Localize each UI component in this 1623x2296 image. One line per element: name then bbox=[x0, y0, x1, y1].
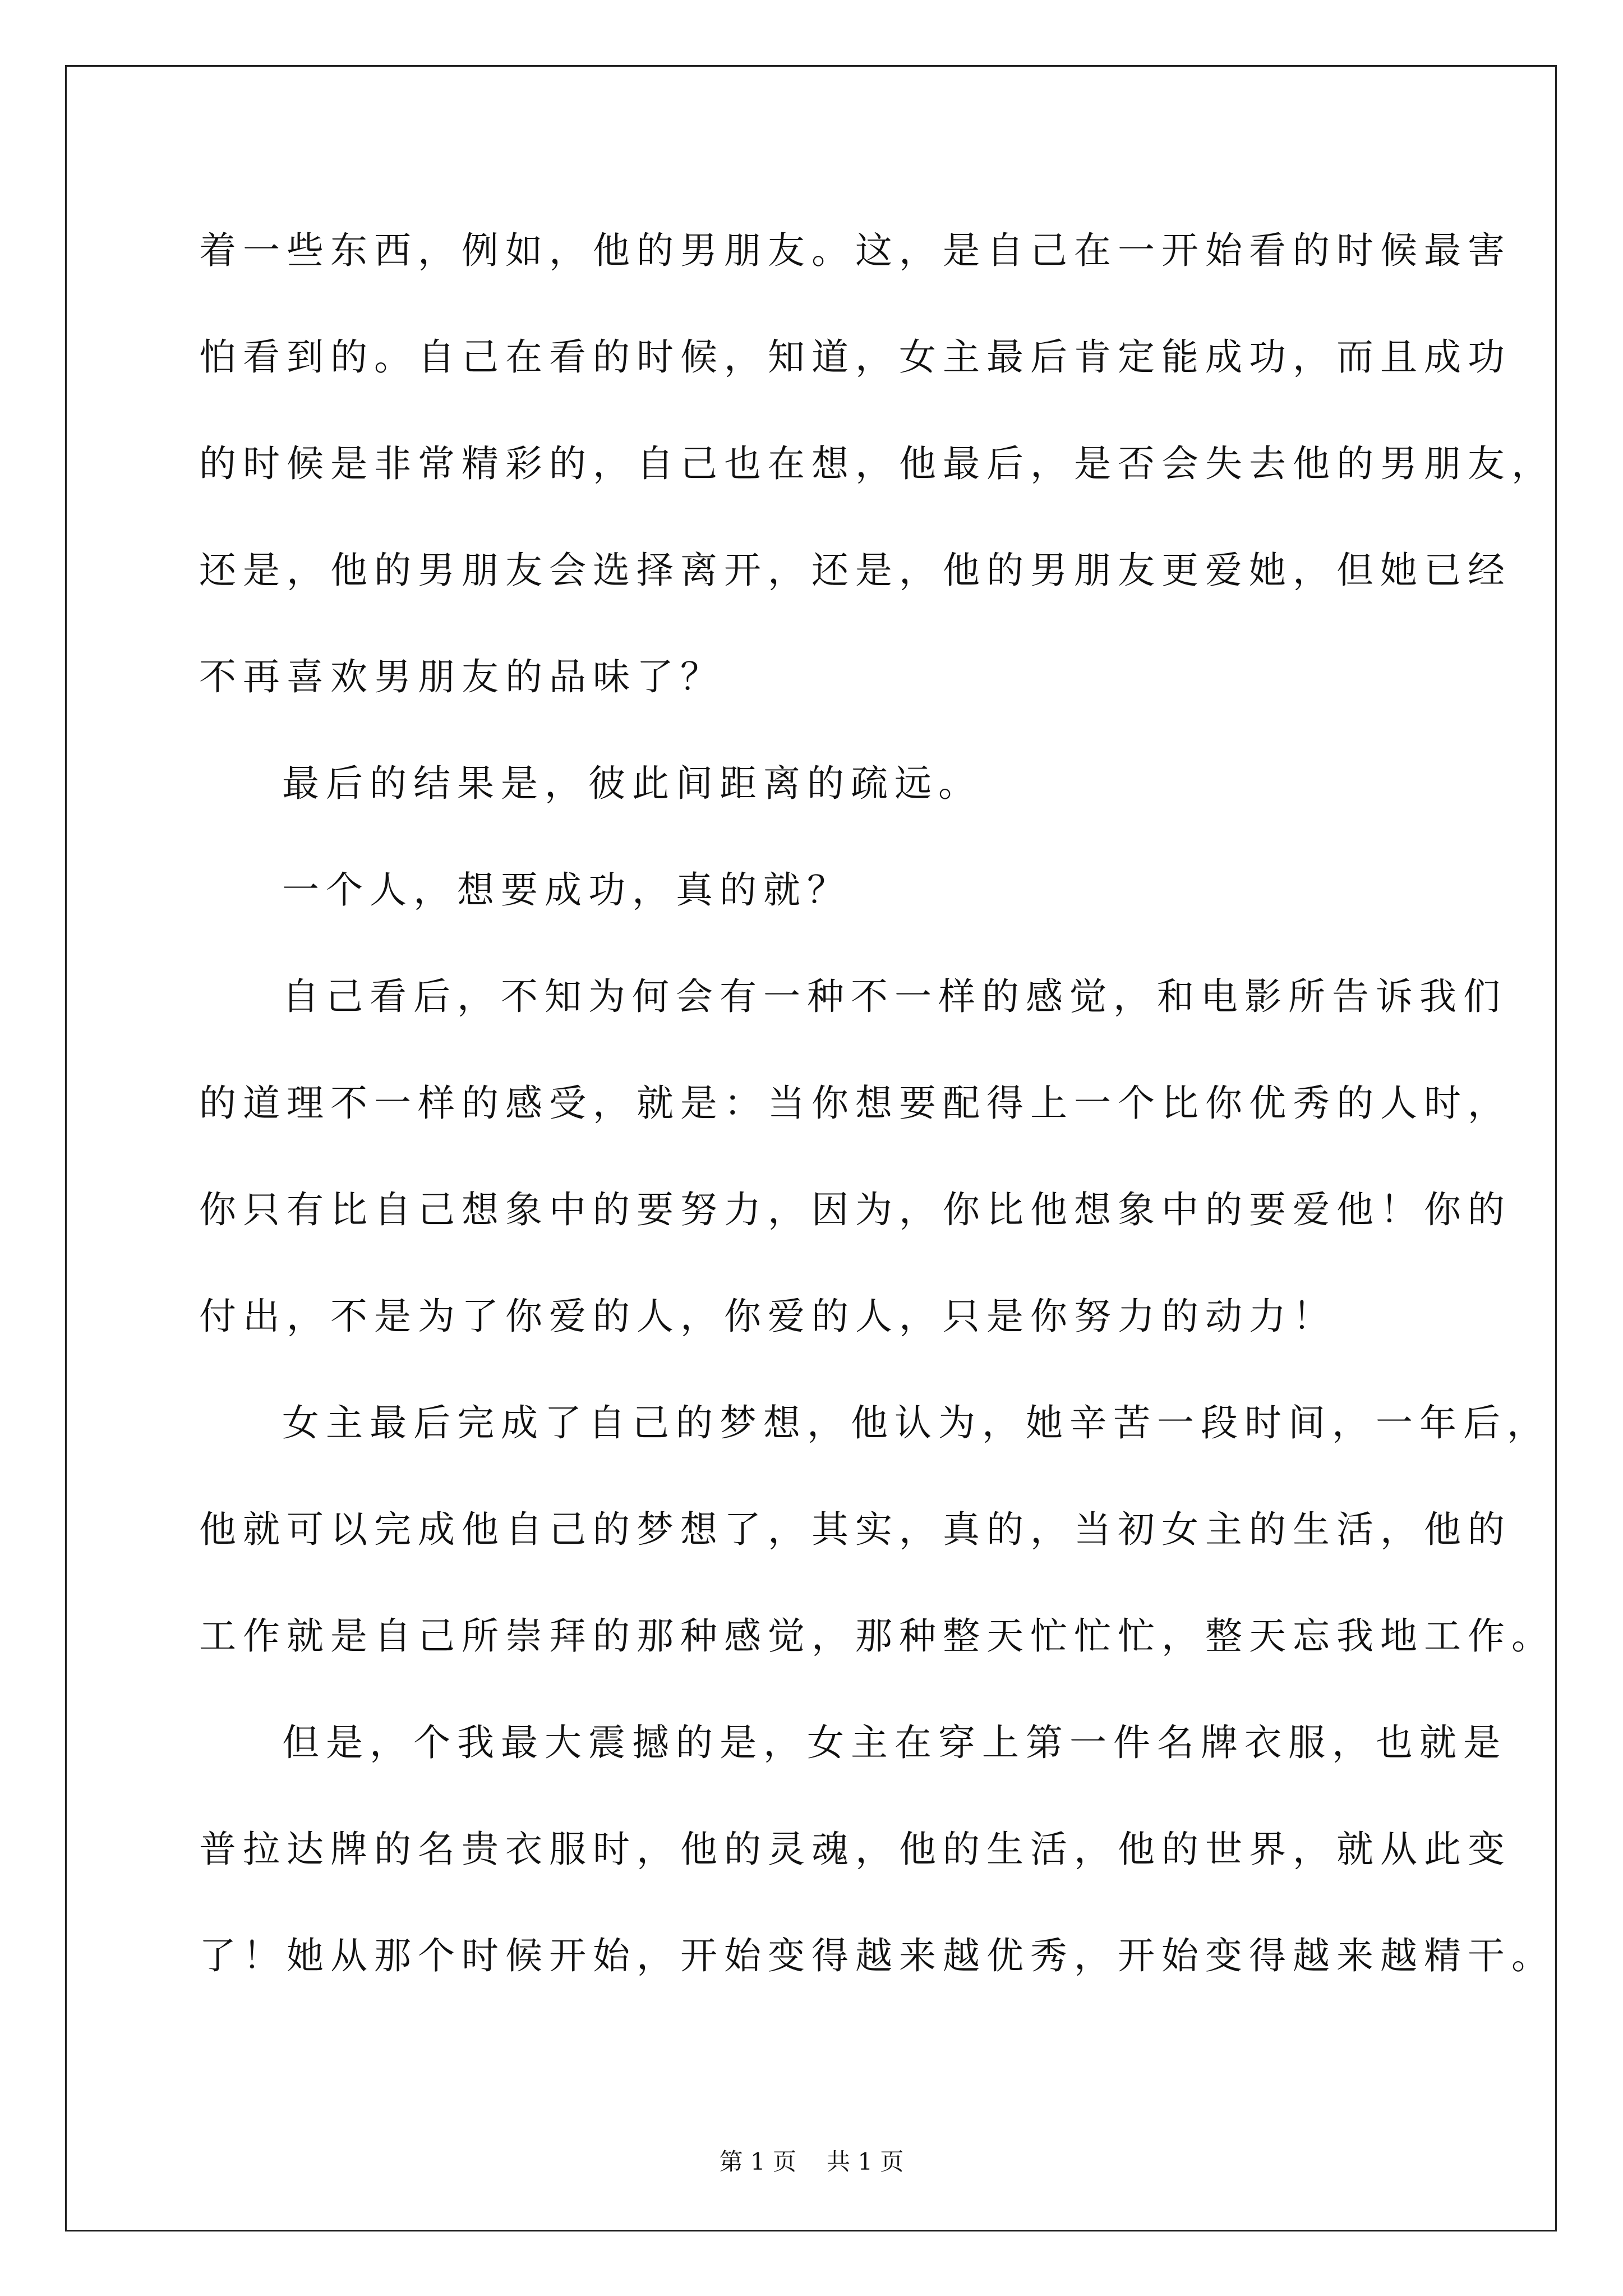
text-line: 怕看到的。自己在看的时候，知道，女主最后肯定能成功，而且成功 bbox=[199, 335, 1511, 379]
text-line: 工作就是自己所崇拜的那种感觉，那种整天忙忙忙，整天忘我地工作。 bbox=[199, 1614, 1555, 1658]
page-footer bbox=[0, 2145, 1623, 2179]
text-line: 他就可以完成他自己的梦想了，其实，真的，当初女主的生活，他的 bbox=[199, 1508, 1511, 1551]
text-line: 了！她从那个时候开始，开始变得越来越优秀，开始变得越来越精干。 bbox=[199, 1934, 1555, 1977]
text-line: 付出，不是为了你爱的人，你爱的人，只是你努力的动力！ bbox=[199, 1295, 1336, 1338]
text-line: 你只有比自己想象中的要努力，因为，你比他想象中的要爱他！你的 bbox=[199, 1188, 1511, 1231]
paragraph-line: 自己看后，不知为何会有一种不一样的感觉，和电影所告诉我们 bbox=[282, 975, 1507, 1018]
paragraph-line: 最后的结果是，彼此间距离的疏远。 bbox=[282, 762, 982, 805]
text-line: 不再喜欢男朋友的品味了？ bbox=[199, 655, 724, 698]
text-line: 普拉达牌的名贵衣服时，他的灵魂，他的生活，他的世界，就从此变 bbox=[199, 1828, 1511, 1871]
text-line: 还是，他的男朋友会选择离开，还是，他的男朋友更爱她，但她已经 bbox=[199, 549, 1511, 592]
page-number: 第 1 页 bbox=[719, 2148, 796, 2175]
text-line: 的道理不一样的感受，就是：当你想要配得上一个比你优秀的人时， bbox=[199, 1082, 1511, 1125]
document-body bbox=[199, 209, 1555, 2021]
paragraph-line: 一个人，想要成功，真的就？ bbox=[282, 868, 851, 912]
page-total: 共 1 页 bbox=[827, 2148, 904, 2175]
paragraph-line: 女主最后完成了自己的梦想，他认为，她辛苦一段时间，一年后， bbox=[282, 1401, 1551, 1444]
paragraph-line: 但是，个我最大震撼的是，女主在穿上第一件名牌衣服，也就是 bbox=[282, 1721, 1507, 1764]
text-line: 的时候是非常精彩的，自己也在想，他最后，是否会失去他的男朋友， bbox=[199, 442, 1555, 485]
text-line: 着一些东西，例如，他的男朋友。这，是自己在一开始看的时候最害 bbox=[199, 229, 1511, 272]
